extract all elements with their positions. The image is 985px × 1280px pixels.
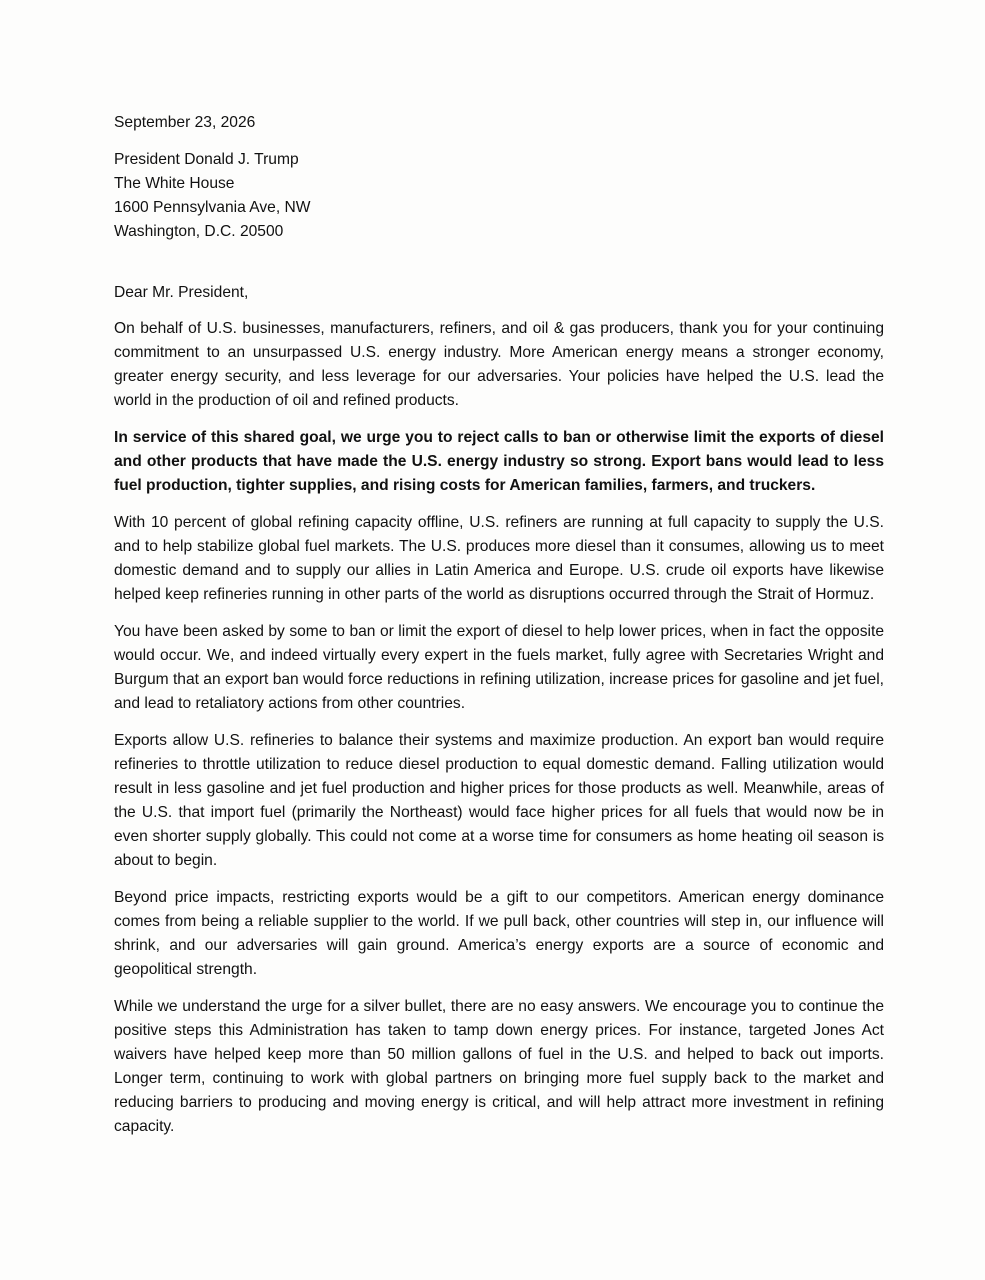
recipient-street: 1600 Pennsylvania Ave, NW — [114, 199, 311, 216]
letter-date: September 23, 2026 — [114, 114, 256, 131]
paragraph-competitors: Beyond price impacts, restricting exports would be a gift to our competitors. American energy dominance comes from being a reliable supplier to the world. If we pull back, other countries will step in, our influence will shrink, and our adversaries will gain ground. America’s energy exports are a source of economic and geopolitical strength. — [114, 889, 884, 978]
paragraph-intro: On behalf of U.S. businesses, manufacturers, refiners, and oil & gas producers, thank you for your continuing commitment to an unsurpassed U.S. energy industry. More American energy means a stronger economy, greater energy security, and less leverage for our adversaries. Your policies have helped the U.S. lead the world in the production of oil and refined products. — [114, 320, 884, 409]
salutation: Dear Mr. President, — [114, 284, 249, 301]
paragraph-refinery-balance: Exports allow U.S. refineries to balance their systems and maximize production. An export ban would require refineries to throttle utilization to reduce diesel production to equal domestic demand. Falling utilization would result in less gasoline and jet fuel production and higher prices for those products as well. Meanwhile, areas of the U.S. that import fuel (primarily the Northeast) would face higher prices for all fuels that would now be in even shorter supply globally. This could not come at a worse time for consumers as home heating oil season is about to begin. — [114, 732, 884, 869]
letter-body — [114, 111, 884, 1152]
recipient-org: The White House — [114, 175, 235, 192]
recipient-address — [114, 148, 884, 244]
recipient-city: Washington, D.C. 20500 — [114, 223, 284, 240]
paragraph-refining-capacity: With 10 percent of global refining capacity offline, U.S. refiners are running at full capacity to supply the U.S. and to help stabilize global fuel markets. The U.S. produces more diesel than it consumes, allowing us to meet domestic demand and to supply our allies in Latin America and Europe. U.S. crude oil exports have likewise helped keep refineries running in other parts of the world as disruptions occurred through the Strait of Hormuz. — [114, 514, 884, 603]
paragraph-export-ban-prices: You have been asked by some to ban or limit the export of diesel to help lower prices, when in fact the opposite would occur. We, and indeed virtually every expert in the fuels market, fully agree with Secretaries Wright and Burgum that an export ban would force reductions in refining utilization, increase prices for gasoline and jet fuel, and lead to retaliatory actions from other countries. — [114, 623, 884, 712]
recipient-name: President Donald J. Trump — [114, 151, 299, 168]
paragraph-key-request: In service of this shared goal, we urge you to reject calls to ban or otherwise limit the exports of diesel and other products that have made the U.S. energy industry so strong. Export bans would lead to less fuel production, tighter supplies, and rising costs for American families, farmers, and truckers. — [114, 429, 884, 494]
paragraph-solutions: While we understand the urge for a silver bullet, there are no easy answers. We encourage you to continue the positive steps this Administration has taken to tamp down energy prices. For instance, targeted Jones Act waivers have helped keep more than 50 million gallons of fuel in the U.S. and helped to back out imports. Longer term, continuing to work with global partners on bringing more fuel supply back to the market and reducing barriers to producing and moving energy is critical, and will help attract more investment in refining capacity. — [114, 998, 884, 1135]
